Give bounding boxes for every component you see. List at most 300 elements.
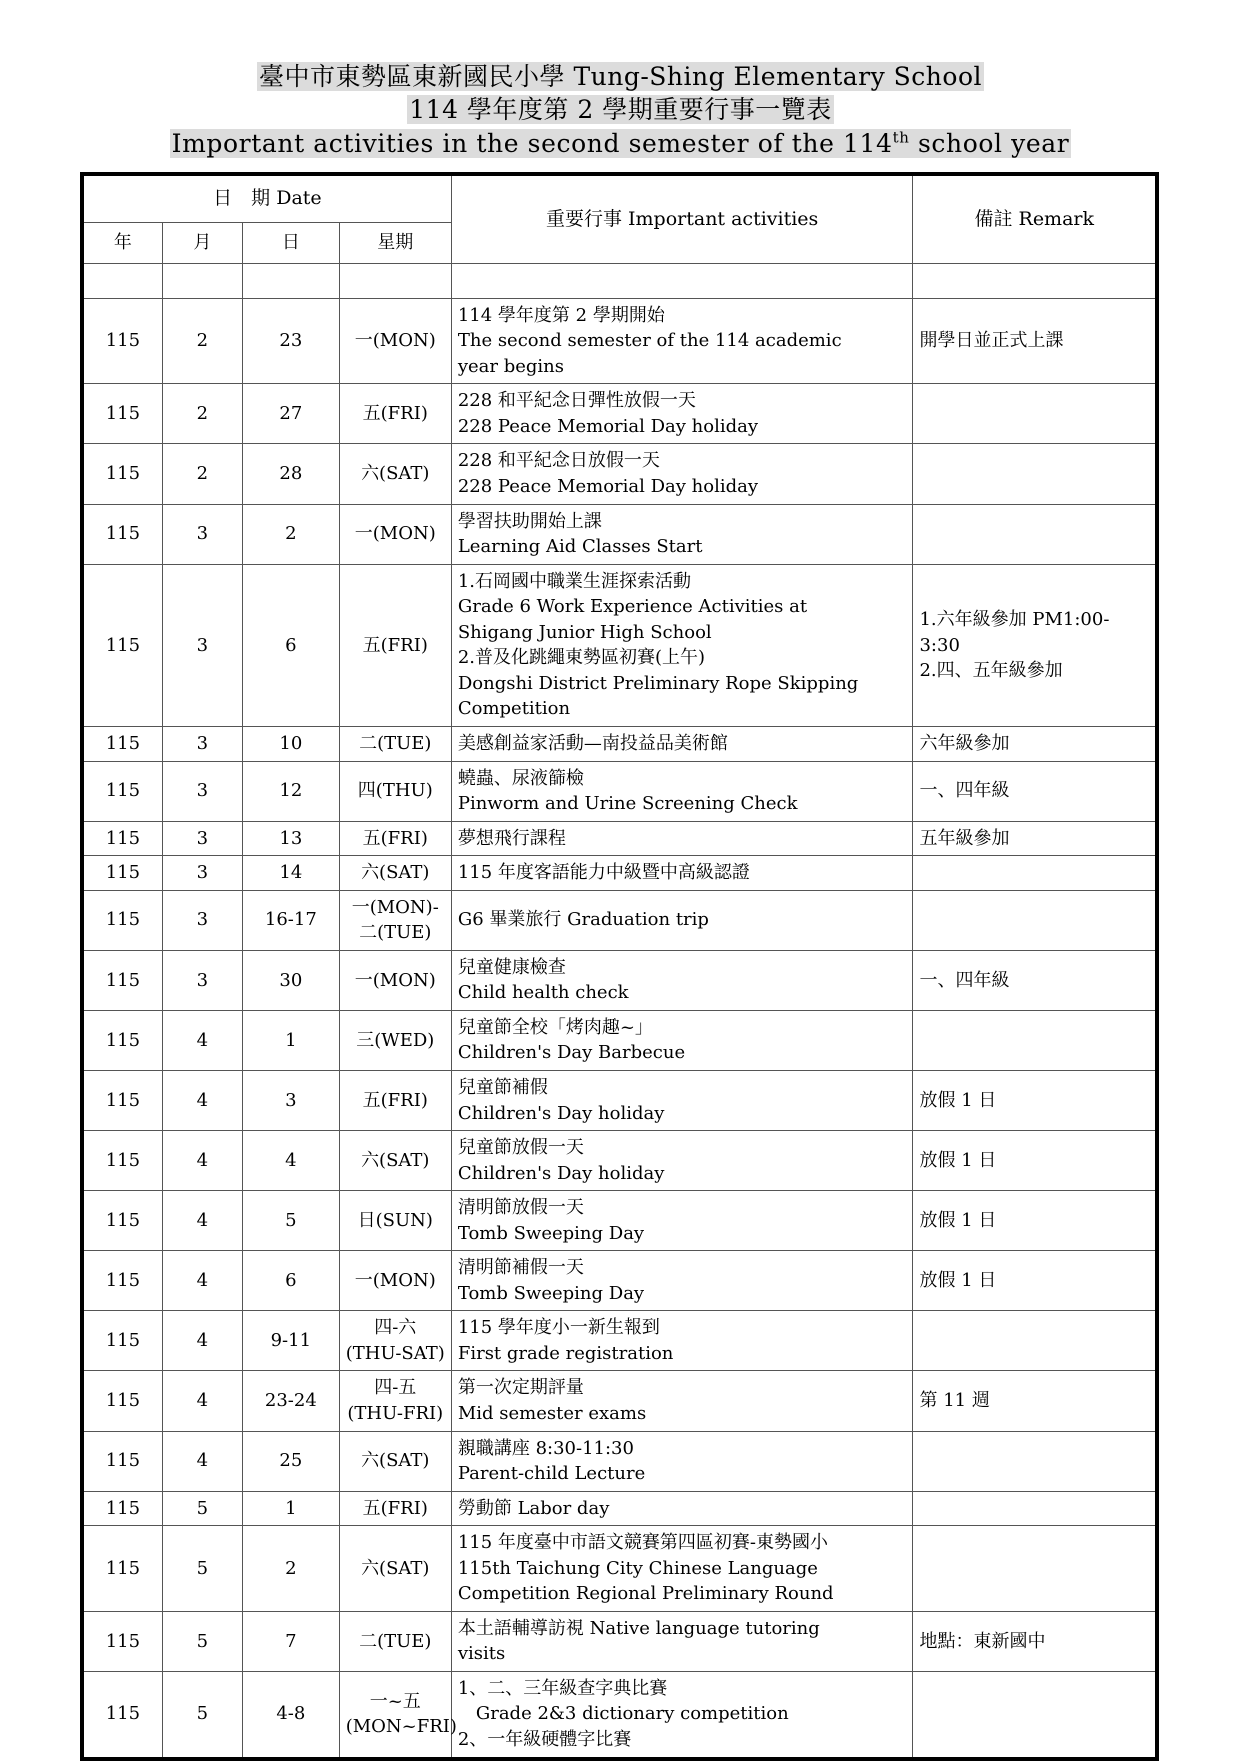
text-line: 7 (285, 1630, 297, 1652)
cell-activity-text (458, 826, 907, 852)
cell-year-text (90, 1448, 156, 1474)
cell-remark-text (919, 826, 1149, 852)
text-line: 2.四、五年級參加 (919, 660, 1063, 682)
cell-year (82, 1491, 162, 1526)
cell-day-text (249, 731, 333, 757)
cell-activity-text (458, 1255, 907, 1306)
text-line: 2.普及化跳繩東勢區初賽(上午) (457, 647, 706, 669)
text-line: 6 (285, 634, 297, 656)
cell-month (162, 1070, 242, 1130)
cell-day-text (249, 1268, 333, 1294)
document-title-block (80, 60, 1161, 160)
cell-weekday-text (346, 1088, 445, 1114)
cell-month-text (169, 1028, 236, 1054)
text-line: 2 (196, 330, 209, 352)
text-line: 放假 1 日 (919, 1270, 997, 1292)
text-line: 2 (285, 523, 297, 545)
cell-weekday-text (346, 731, 445, 757)
cell-year-text (90, 1268, 156, 1294)
cell-year (82, 1131, 162, 1191)
cell-month-text (169, 1496, 236, 1522)
cell-day-text (249, 328, 333, 354)
cell-year-text (90, 1388, 156, 1414)
cell-month-text (169, 826, 236, 852)
cell-month-text (169, 1448, 236, 1474)
cell-year (82, 856, 162, 891)
spacer-day (242, 263, 339, 298)
text-line: Tomb Sweeping Day (457, 1282, 645, 1304)
cell-weekday-text (346, 1208, 445, 1234)
cell-day (242, 1671, 339, 1758)
text-line: 25 (279, 1450, 303, 1472)
cell-year (82, 821, 162, 856)
cell-activity-text (458, 1616, 907, 1667)
cell-month-text (169, 633, 236, 659)
cell-remark (913, 1311, 1157, 1371)
cell-year (82, 761, 162, 821)
cell-remark (913, 1491, 1157, 1526)
text-line: 3 (285, 1089, 297, 1111)
text-line: 六(SAT) (361, 862, 430, 884)
cell-activity-text (458, 860, 907, 886)
cell-day-text (249, 1088, 333, 1114)
spacer-remark (913, 263, 1157, 298)
text-line: Pinworm and Urine Screening Check (457, 793, 798, 815)
cell-day-text (249, 826, 333, 852)
cell-weekday (339, 950, 451, 1010)
text-line: 五(FRI) (362, 827, 428, 849)
text-line: 一、四年級 (919, 969, 1010, 991)
table-row (82, 1191, 1157, 1251)
cell-weekday-text (346, 1315, 445, 1366)
cell-activity-text (458, 448, 907, 499)
text-line: 114 學年度第 2 學期開始 (457, 304, 665, 326)
table-row (82, 1611, 1157, 1671)
text-line: Competition (457, 698, 571, 720)
cell-month (162, 384, 242, 444)
ordinal-suffix: th (892, 128, 910, 147)
cell-year-text (90, 826, 156, 852)
table-row (82, 726, 1157, 761)
cell-remark (913, 1526, 1157, 1612)
text-line: Children's Day holiday (457, 1162, 665, 1184)
text-line: 兒童節補假 (457, 1076, 548, 1098)
cell-day-text (249, 1028, 333, 1054)
cell-month (162, 1191, 242, 1251)
text-line: 1 (285, 1497, 297, 1519)
text-line: 3 (196, 909, 209, 931)
header-row-top (82, 174, 1157, 223)
text-line: 115th Taichung City Chinese Language (457, 1557, 818, 1579)
text-line: 228 Peace Memorial Day holiday (457, 415, 759, 437)
text-line: 3 (196, 780, 209, 802)
text-line: 115 (105, 1557, 141, 1579)
text-line: 清明節補假一天 (457, 1257, 584, 1279)
cell-month-text (169, 401, 236, 427)
cell-activity (451, 726, 913, 761)
cell-activity-text (458, 1195, 907, 1246)
activities-table (80, 172, 1159, 1761)
cell-month (162, 444, 242, 504)
text-line: 115 (105, 1330, 141, 1352)
cell-day-text (249, 778, 333, 804)
text-line: 115 (105, 827, 141, 849)
cell-year (82, 950, 162, 1010)
cell-month (162, 1131, 242, 1191)
text-line: Shigang Junior High School (457, 621, 712, 643)
cell-remark-text (919, 1388, 1149, 1414)
text-line: 115 (105, 1450, 141, 1472)
cell-year-text (90, 521, 156, 547)
cell-activity-text (458, 388, 907, 439)
text-line: 115 (105, 1029, 141, 1051)
text-line: 勞動節 Labor day (457, 1497, 610, 1519)
cell-activity-text (458, 1135, 907, 1186)
cell-month (162, 564, 242, 726)
cell-month-text (169, 1268, 236, 1294)
cell-weekday (339, 1070, 451, 1130)
cell-month-text (169, 907, 236, 933)
cell-remark (913, 384, 1157, 444)
table-row (82, 1251, 1157, 1311)
table-row (82, 1371, 1157, 1431)
cell-activity-text (458, 955, 907, 1006)
text-line: 放假 1 日 (919, 1209, 997, 1231)
cell-weekday-text (346, 1375, 445, 1426)
table-row (82, 761, 1157, 821)
cell-activity (451, 504, 913, 564)
cell-activity (451, 950, 913, 1010)
table-row (82, 1311, 1157, 1371)
cell-activity (451, 1251, 913, 1311)
cell-remark (913, 1131, 1157, 1191)
cell-weekday-text (346, 1556, 445, 1582)
text-line: 4 (196, 1149, 209, 1171)
text-line: 115 (105, 1630, 141, 1652)
text-line: 開學日並正式上課 (919, 330, 1064, 352)
text-line: 第一次定期評量 (457, 1377, 584, 1399)
cell-activity-text (458, 1436, 907, 1487)
text-line: (THU-FRI) (347, 1402, 444, 1424)
cell-remark (913, 856, 1157, 891)
text-line: 六(SAT) (361, 1557, 430, 1579)
cell-year-text (90, 907, 156, 933)
cell-day (242, 1526, 339, 1612)
text-line: 三(WED) (356, 1029, 435, 1051)
text-line: 兒童節放假一天 (457, 1137, 584, 1159)
text-line: 23-24 (264, 1390, 317, 1412)
text-line: First grade registration (457, 1342, 674, 1364)
cell-weekday-text (346, 401, 445, 427)
cell-remark (913, 1371, 1157, 1431)
text-line: 30 (279, 969, 303, 991)
cell-month-text (169, 731, 236, 757)
cell-remark (913, 761, 1157, 821)
cell-month (162, 1526, 242, 1612)
cell-year-text (90, 968, 156, 994)
header-day: 日 (242, 222, 339, 263)
cell-weekday-text (346, 1629, 445, 1655)
cell-activity (451, 761, 913, 821)
text-line: 3:30 (919, 634, 960, 656)
text-line: 14 (279, 862, 303, 884)
cell-remark (913, 444, 1157, 504)
text-line: 六(SAT) (361, 1450, 430, 1472)
text-line: 六(SAT) (361, 1149, 430, 1171)
cell-remark (913, 1611, 1157, 1671)
text-line: 五年級參加 (919, 827, 1010, 849)
text-line: 10 (279, 732, 303, 754)
cell-day (242, 856, 339, 891)
text-line: Learning Aid Classes Start (457, 536, 703, 558)
table-row (82, 1131, 1157, 1191)
cell-activity-text (458, 303, 907, 380)
text-line: 一(MON) (354, 969, 436, 991)
cell-month-text (169, 1556, 236, 1582)
spacer-year (82, 263, 162, 298)
cell-month-text (169, 778, 236, 804)
table-row (82, 564, 1157, 726)
cell-weekday-text (346, 1028, 445, 1054)
cell-weekday-text (346, 1148, 445, 1174)
text-line: 228 和平紀念日放假一天 (457, 450, 660, 472)
text-line: Grade 6 Work Experience Activities at (457, 596, 808, 618)
cell-day (242, 1311, 339, 1371)
text-line: Children's Day Barbecue (457, 1042, 686, 1064)
cell-activity-text (458, 1375, 907, 1426)
cell-remark-text (919, 778, 1149, 804)
cell-remark-text (919, 1088, 1149, 1114)
table-row (82, 1431, 1157, 1491)
text-line: 美感創益家活動—南投益品美術館 (457, 732, 728, 754)
cell-day-text (249, 1701, 333, 1727)
cell-month-text (169, 1208, 236, 1234)
cell-weekday (339, 564, 451, 726)
text-line: 12 (279, 780, 303, 802)
cell-month (162, 821, 242, 856)
text-line: 日(SUN) (357, 1209, 433, 1231)
cell-activity (451, 1191, 913, 1251)
cell-weekday (339, 821, 451, 856)
cell-weekday (339, 1251, 451, 1311)
cell-day (242, 504, 339, 564)
cell-activity (451, 821, 913, 856)
cell-year-text (90, 1556, 156, 1582)
text-line: The second semester of the 114 academic (457, 330, 842, 352)
cell-weekday-text (346, 860, 445, 886)
cell-year-text (90, 1028, 156, 1054)
cell-remark (913, 1431, 1157, 1491)
text-line: 23 (279, 330, 303, 352)
cell-day (242, 1131, 339, 1191)
cell-day-text (249, 1629, 333, 1655)
table-row (82, 1671, 1157, 1758)
english-title-post: school year (918, 128, 1070, 158)
cell-year-text (90, 633, 156, 659)
cell-activity (451, 1131, 913, 1191)
table-header (82, 174, 1157, 264)
cell-year (82, 1311, 162, 1371)
cell-month (162, 726, 242, 761)
text-line: 六(SAT) (361, 463, 430, 485)
cell-year (82, 444, 162, 504)
table-row (82, 856, 1157, 891)
cell-month (162, 1251, 242, 1311)
cell-year-text (90, 1496, 156, 1522)
cell-year (82, 504, 162, 564)
cell-remark (913, 1010, 1157, 1070)
text-line: 五(FRI) (362, 1089, 428, 1111)
table-row (82, 1491, 1157, 1526)
cell-weekday (339, 726, 451, 761)
cell-activity-text (458, 1496, 907, 1522)
text-line: 1.六年級參加 PM1:00- (919, 608, 1110, 630)
text-line: 五(FRI) (362, 1497, 428, 1519)
cell-month-text (169, 1388, 236, 1414)
text-line: 4 (196, 1089, 209, 1111)
cell-day-text (249, 907, 333, 933)
text-line: 一~五 (369, 1690, 421, 1712)
text-line: 兒童節全校「烤肉趣~」 (457, 1016, 653, 1038)
cell-year-text (90, 1328, 156, 1354)
text-line: 2 (196, 403, 209, 425)
cell-day-text (249, 1556, 333, 1582)
cell-month (162, 950, 242, 1010)
text-line: 115 (105, 732, 141, 754)
cell-day (242, 950, 339, 1010)
cell-weekday (339, 1611, 451, 1671)
cell-day-text (249, 1148, 333, 1174)
text-line: 蟯蟲、尿液篩檢 (457, 767, 584, 789)
text-line: 五(FRI) (362, 403, 428, 425)
text-line: 115 (105, 780, 141, 802)
text-line: 5 (196, 1703, 209, 1725)
cell-month-text (169, 968, 236, 994)
text-line: 四-五 (374, 1377, 417, 1399)
cell-day (242, 298, 339, 384)
cell-month-text (169, 328, 236, 354)
cell-year (82, 1371, 162, 1431)
cell-remark-text (919, 1629, 1149, 1655)
cell-activity (451, 856, 913, 891)
table-row (82, 1070, 1157, 1130)
cell-activity (451, 1491, 913, 1526)
english-title-line (80, 127, 1161, 160)
text-line: 28 (279, 463, 303, 485)
cell-year (82, 1251, 162, 1311)
text-line: 6 (285, 1270, 297, 1292)
text-line: Grade 2&3 dictionary competition (457, 1703, 789, 1725)
text-line: visits (457, 1643, 506, 1665)
text-line: 16-17 (264, 909, 317, 931)
cell-activity (451, 384, 913, 444)
school-title-line (80, 60, 1161, 93)
semester-title-line (80, 93, 1161, 126)
spacer-weekday (339, 263, 451, 298)
cell-month (162, 1371, 242, 1431)
cell-day-text (249, 633, 333, 659)
text-line: 一(MON)- (351, 896, 439, 918)
text-line: 5 (196, 1630, 209, 1652)
text-line: 115 (105, 1149, 141, 1171)
cell-year (82, 1191, 162, 1251)
text-line: Mid semester exams (457, 1402, 647, 1424)
cell-year-text (90, 1629, 156, 1655)
text-line: 4 (196, 1029, 209, 1051)
cell-activity (451, 1010, 913, 1070)
cell-year-text (90, 401, 156, 427)
cell-weekday-text (346, 895, 445, 946)
text-line: 放假 1 日 (919, 1149, 997, 1171)
spacer-activity (451, 263, 913, 298)
cell-day (242, 564, 339, 726)
text-line: 4 (196, 1209, 209, 1231)
cell-remark-text (919, 1208, 1149, 1234)
text-line: 本土語輔導訪視 Native language tutoring (457, 1617, 820, 1639)
cell-weekday (339, 856, 451, 891)
cell-weekday-text (345, 1689, 457, 1740)
cell-month (162, 856, 242, 891)
text-line: 115 (105, 909, 141, 931)
text-line: 115 (105, 1209, 141, 1231)
header-month: 月 (162, 222, 242, 263)
text-line: 115 (105, 1270, 141, 1292)
text-line: 放假 1 日 (919, 1089, 997, 1111)
cell-activity-text (458, 509, 907, 560)
cell-month (162, 761, 242, 821)
table-row (82, 384, 1157, 444)
table-row (82, 950, 1157, 1010)
cell-remark-text (919, 1268, 1149, 1294)
cell-month-text (169, 1088, 236, 1114)
cell-month (162, 890, 242, 950)
cell-day (242, 1611, 339, 1671)
cell-year-text (90, 461, 156, 487)
text-line: 3 (196, 862, 209, 884)
text-line: 兒童健康檢查 (457, 956, 566, 978)
cell-activity (451, 298, 913, 384)
cell-day-text (249, 1496, 333, 1522)
text-line: 13 (279, 827, 303, 849)
cell-weekday (339, 890, 451, 950)
cell-weekday (339, 1131, 451, 1191)
text-line: 3 (196, 732, 209, 754)
header-remark: 備註 Remark (913, 174, 1157, 264)
cell-remark-text (919, 968, 1149, 994)
cell-year (82, 726, 162, 761)
cell-weekday-text (346, 1496, 445, 1522)
cell-year (82, 890, 162, 950)
header-date: 日 期 Date (82, 174, 451, 223)
text-line: 一(MON) (354, 523, 436, 545)
cell-day (242, 890, 339, 950)
cell-month-text (169, 1629, 236, 1655)
cell-year (82, 1611, 162, 1671)
text-line: 親職講座 8:30-11:30 (457, 1437, 634, 1459)
cell-weekday-text (346, 461, 445, 487)
cell-remark (913, 1671, 1157, 1758)
cell-activity-text (458, 1075, 907, 1126)
cell-month (162, 1010, 242, 1070)
cell-weekday (339, 298, 451, 384)
text-line: 地點：東新國中 (919, 1630, 1046, 1652)
cell-activity-text (458, 907, 907, 933)
cell-remark (913, 564, 1157, 726)
text-line: 夢想飛行課程 (457, 827, 566, 849)
text-line: 5 (196, 1557, 209, 1579)
cell-day-text (249, 968, 333, 994)
text-line: 115 (105, 463, 141, 485)
